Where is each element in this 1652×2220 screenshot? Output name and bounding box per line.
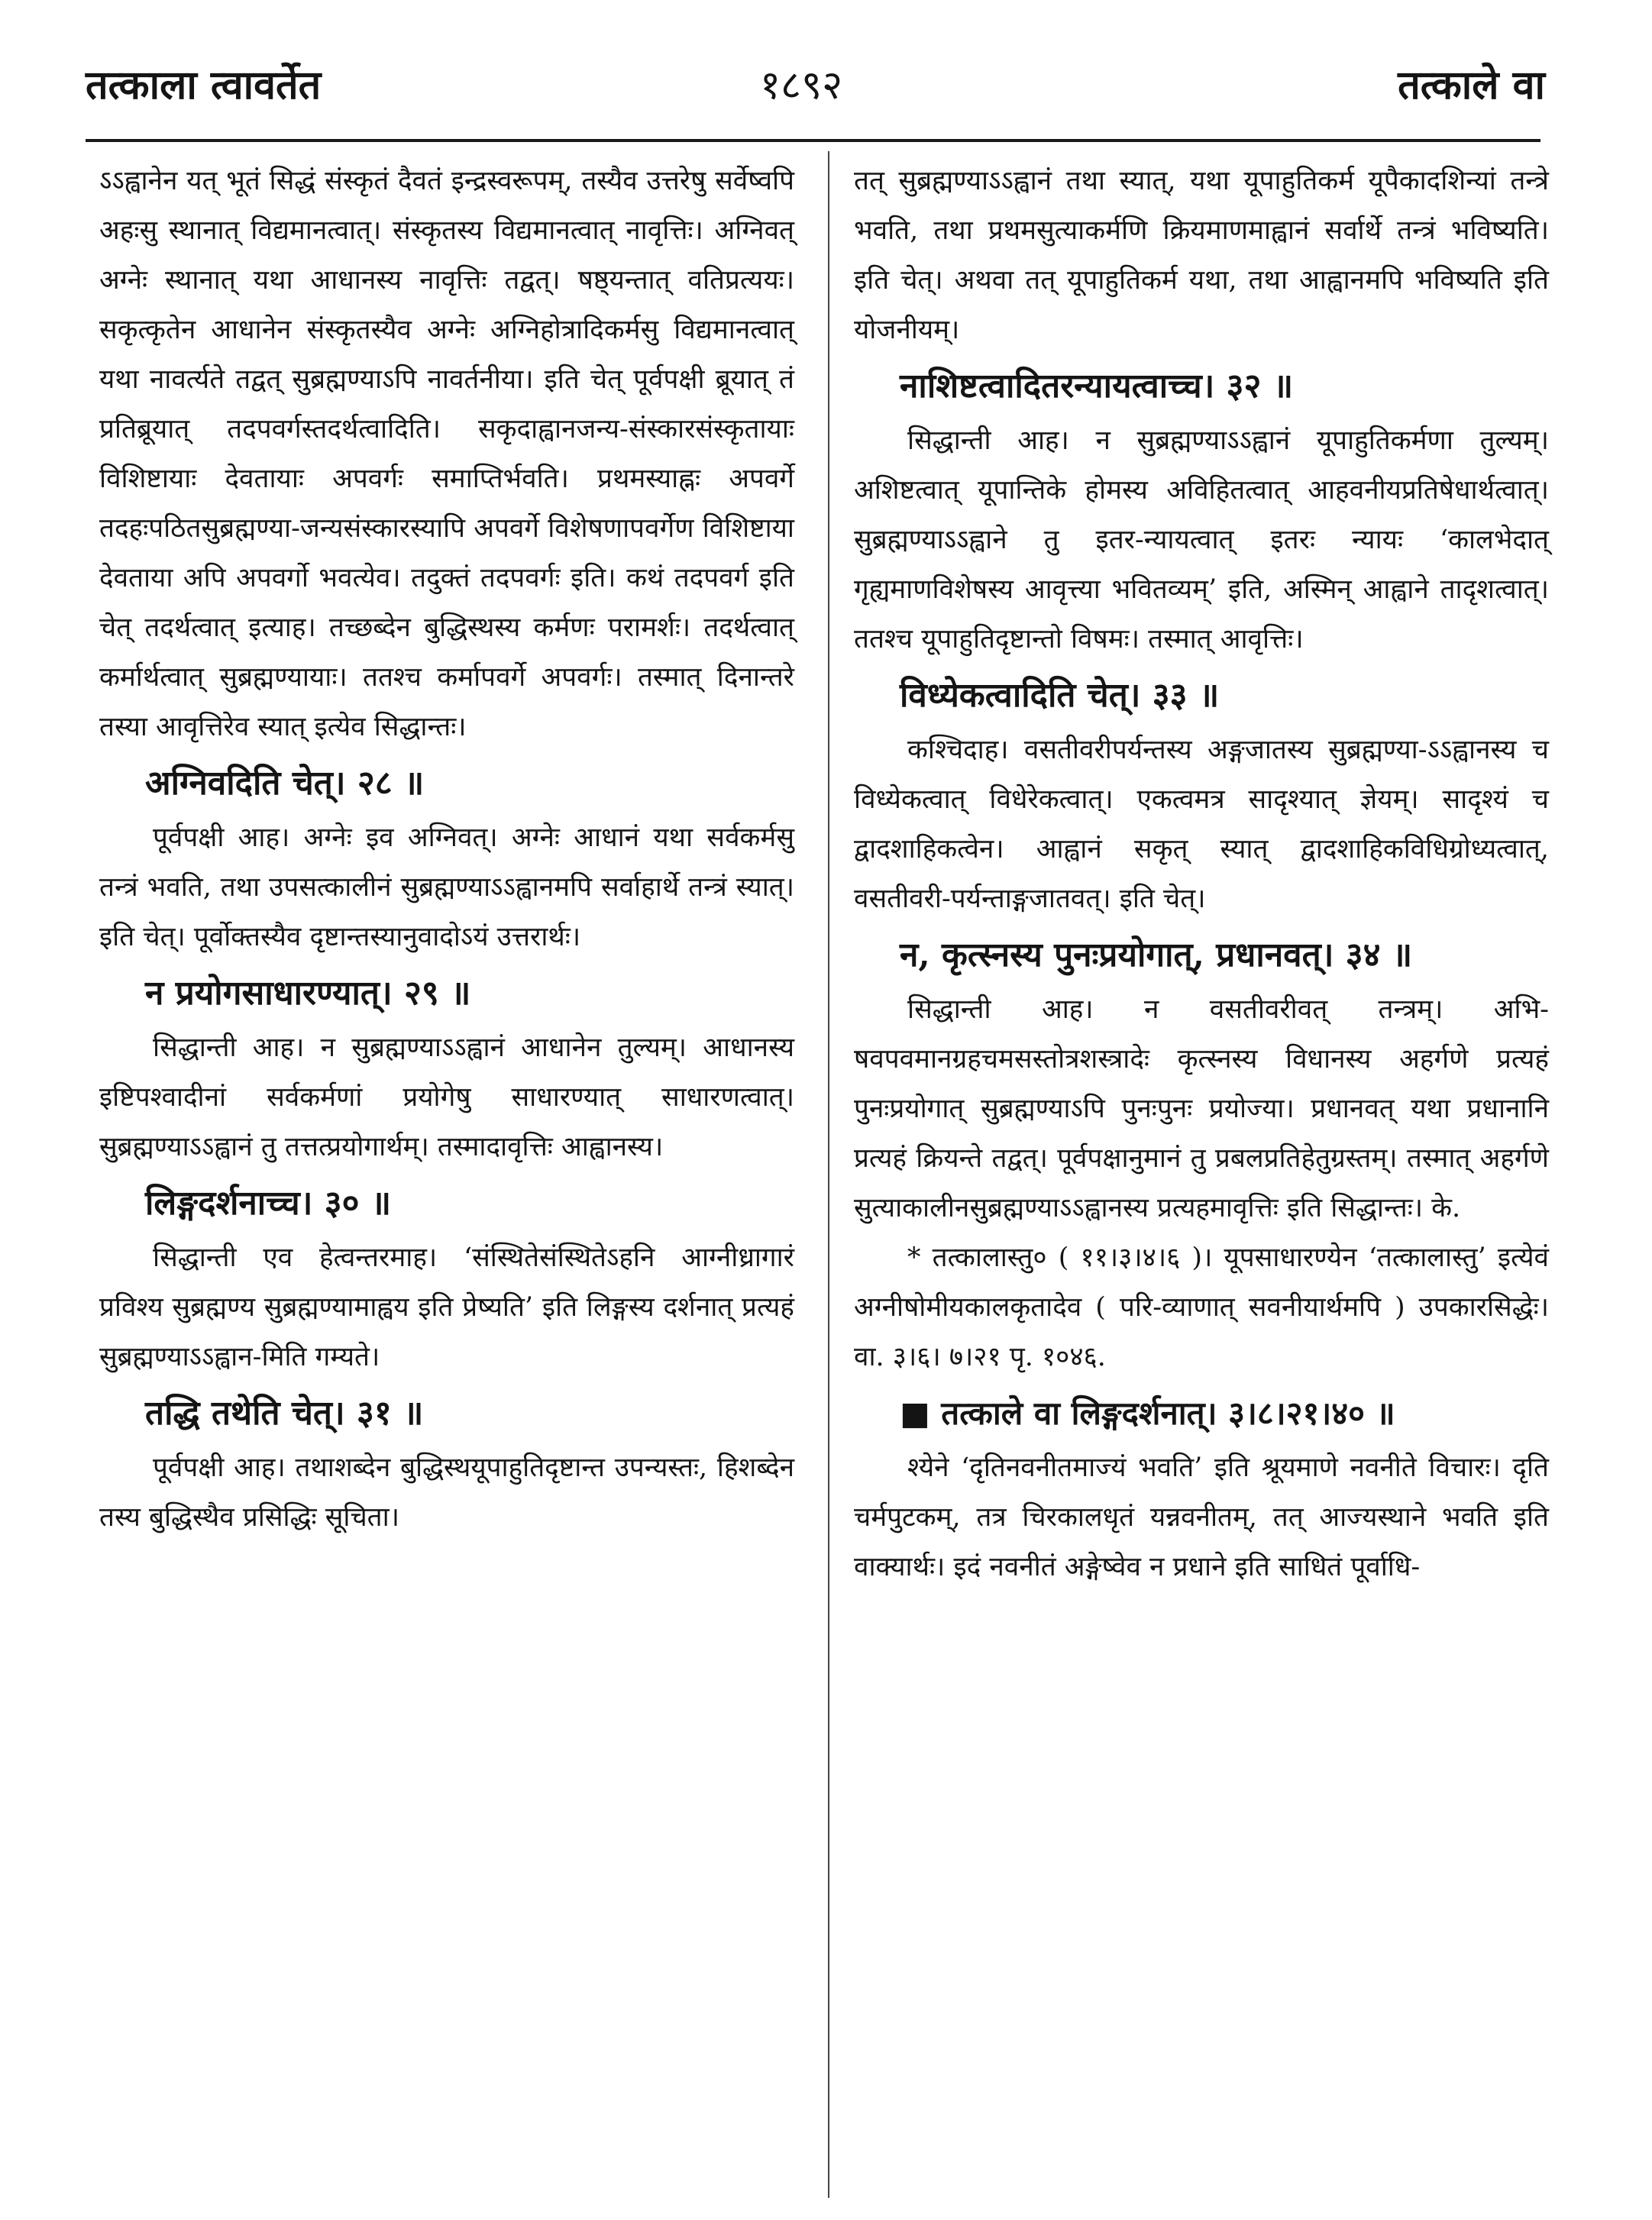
sutra-heading: तद्धि तथेति चेत्। ३१ ॥ <box>145 1394 424 1433</box>
paragraph: पूर्वपक्षी आह। तथाशब्देन बुद्धिस्थयूपाहुतिदृष्टान्त उपन्यस्तः, हिशब्देन तस्य बुद्धिस्थैव प्रसिद्धिः सूचिता। <box>99 1453 794 1533</box>
sutra-heading: विध्येकत्वादिति चेत्। ३३ ॥ <box>900 676 1220 715</box>
column-divider <box>828 151 829 2198</box>
page-number: १८९२ <box>760 63 843 108</box>
right-column <box>854 157 1549 1592</box>
paragraph: कश्चिदाह। वसतीवरीपर्यन्तस्य अङ्गजातस्य सुब्रह्मण्या-ऽऽह्वानस्य च विध्येकत्वात् विधेरेकत्वात्। एकत्वमत्र सादृश्यात् ज्ञेयम्। सादृश्यं च द्वादशाहिकत्वेन। आह्वानं सकृत् स्यात् द्वादशाहिकविधिग्रोध्यत्वात्, वसतीवरी-पर्यन्ताङ्गजातवत्। इति चेत्। <box>854 735 1549 914</box>
sutra-heading: न प्रयोगसाधारण्यात्। २९ ॥ <box>145 974 471 1013</box>
sutra-heading: अग्निवदिति चेत्। २८ ॥ <box>145 764 425 803</box>
paragraph: सिद्धान्ती आह। न सुब्रह्मण्याऽऽह्वानं यूपाहुतिकर्मणा तुल्यम्। अशिष्टत्वात् यूपान्तिके होमस्य अविहितत्वात् आहवनीयप्रतिषेधार्थत्वात्। सुब्रह्मण्याऽऽह्वाने तु इतर-न्यायत्वात् इतरः न्यायः ‘कालभेदात् गृह्यमाणविशेषस्य आवृत्त्या भवितव्यम्’ इति, अस्मिन् आह्वाने तादृशत्वात्। ततश्च यूपाहुतिदृष्टान्तो विषमः। तस्मात् आवृत्तिः। <box>854 425 1549 654</box>
sutra-heading: लिङ्गदर्शनाच्च। ३० ॥ <box>145 1184 392 1223</box>
sutra-heading: नाशिष्टत्वादितरन्यायत्वाच्च। ३२ ॥ <box>900 367 1294 406</box>
left-column <box>99 157 794 1543</box>
paragraph: सिद्धान्ती आह। न सुब्रह्मण्याऽऽह्वानं आधानेन तुल्यम्। आधानस्य इष्टिपश्वादीनां सर्वकर्मणां प्रयोगेषु साधारण्यात् साधारणत्वात्। सुब्रह्मण्याऽऽह्वानं तु तत्तत्प्रयोगार्थम्। तस्मादावृत्तिः आह्वानस्य। <box>99 1032 794 1162</box>
paragraph: श्येने ‘दृतिनवनीतमाज्यं भवति’ इति श्रूयमाणे नवनीते विचारः। दृति चर्मपुटकम्, तत्र चिरकालधृतं यन्नवनीतम्, तत् आज्यस्थाने भवति इति वाक्यार्थः। इदं नवनीतं अङ्गेष्वेव न प्रधाने इति साधितं पूर्वाधि- <box>854 1453 1549 1582</box>
paragraph: तत् सुब्रह्मण्याऽऽह्वानं तथा स्यात्, यथा यूपाहुतिकर्म यूपैकादशिन्यां तन्त्रे भवति, तथा प्रथमसुत्याकर्मणि क्रियमाणमाह्वानं सर्वार्थे तन्त्रं भविष्यति। इति चेत्। अथवा तत् यूपाहुतिकर्म यथा, तथा आह्वानमपि भविष्यति इति योजनीयम्। <box>854 166 1549 345</box>
headword-left: तत्काला त्वावर्तेत <box>86 62 322 108</box>
sutra-heading: न, कृत्स्नस्य पुनःप्रयोगात्, प्रधानवत्। ३४ ॥ <box>900 936 1413 974</box>
reference-note: * तत्कालास्तु० ( ११।३।४।६ )। यूपसाधारण्येन ‘तत्कालास्तु’ इत्येवं अग्नीषोमीयकालकृतादेव ( परि-व्याणात् सवनीयार्थमपि ) उपकारसिद्धेः। वा. ३।६। ७।२१ पृ. १०४६. <box>854 1242 1549 1372</box>
headword-right: तत्काले वा <box>1398 62 1545 108</box>
paragraph: सिद्धान्ती आह। न वसतीवरीवत् तन्त्रम्। अभि-षवपवमानग्रहचमसस्तोत्रशस्त्रादेः कृत्स्नस्य विधानस्य अहर्गणे प्रत्यहं पुनःप्रयोगात् सुब्रह्मण्याऽपि पुनःपुनः प्रयोज्या। प्रधानवत् यथा प्रधानानि प्रत्यहं क्रियन्ते तद्वत्। पूर्वपक्षानुमानं तु प्रबलप्रतिहेतुग्रस्तम्। तस्मात् अहर्गणे सुत्याकालीनसुब्रह्मण्याऽऽह्वानस्य प्रत्यहमावृत्तिः इति सिद्धान्तः। के. <box>854 994 1549 1223</box>
sutra-heading: ■ तत्काले वा लिङ्गदर्शनात्। ३।८।२१।४० ॥ <box>900 1394 1395 1432</box>
paragraph: ऽऽह्वानेन यत् भूतं सिद्धं संस्कृतं दैवतं इन्द्रस्वरूपम्, तस्यैव उत्तरेषु सर्वेष्वपि अहःसु स्थानात् विद्यमानत्वात्। संस्कृतस्य विद्यमानत्वात् नावृत्तिः। अग्निवत् अग्नेः स्थानात् यथा आधानस्य नावृत्तिः तद्वत्। षष्ठ्यन्तात् वतिप्रत्ययः। सकृत्कृतेन आधानेन संस्कृतस्यैव अग्नेः अग्निहोत्रादिकर्मसु विद्यमानत्वात् यथा नावर्त्यते तद्वत् सुब्रह्मण्याऽपि नावर्तनीया। इति चेत् पूर्वपक्षी ब्रूयात् तं प्रतिब्रूयात् तदपवर्गस्तदर्थत्वादिति। सकृदाह्वानजन्य-संस्कारसंस्कृतायाः विशिष्टायाः देवतायाः अपवर्गः समाप्तिर्भवति। प्रथमस्याह्नः अपवर्गे तदहःपठितसुब्रह्मण्या-जन्यसंस्कारस्यापि अपवर्गे विशेषणापवर्गेण विशिष्टाया देवताया अपि अपवर्गो भवत्येव। तदुक्तं तदपवर्गः इति। कथं तदपवर्ग इति चेत् तदर्थत्वात् इत्याह। तच्छब्देन बुद्धिस्थस्य कर्मणः परामर्शः। तदर्थत्वात् कर्मार्थत्वात् सुब्रह्मण्यायाः। ततश्च कर्मापवर्गे अपवर्गः। तस्मात् दिनान्तरे तस्या आवृत्तिरेव स्यात् इत्येव सिद्धान्तः। <box>99 166 794 742</box>
paragraph: सिद्धान्ती एव हेत्वन्तरमाह। ‘संस्थितेसंस्थितेऽहनि आग्नीध्रागारं प्रविश्य सुब्रह्मण्य सुब्रह्मण्यामाह्वय इति प्रेष्यति’ इति लिङ्गस्य दर्शनात् प्रत्यहं सुब्रह्मण्याऽऽह्वान-मिति गम्यते। <box>99 1242 794 1372</box>
header-rule <box>86 139 1540 142</box>
paragraph: पूर्वपक्षी आह। अग्नेः इव अग्निवत्। अग्नेः आधानं यथा सर्वकर्मसु तन्त्रं भवति, तथा उपसत्कालीनं सुब्रह्मण्याऽऽह्वानमपि सर्वाहार्थे तन्त्रं स्यात्। इति चेत्। पूर्वोक्तस्यैव दृष्टान्तस्यानुवादोऽयं उत्तरार्थः। <box>99 822 794 952</box>
